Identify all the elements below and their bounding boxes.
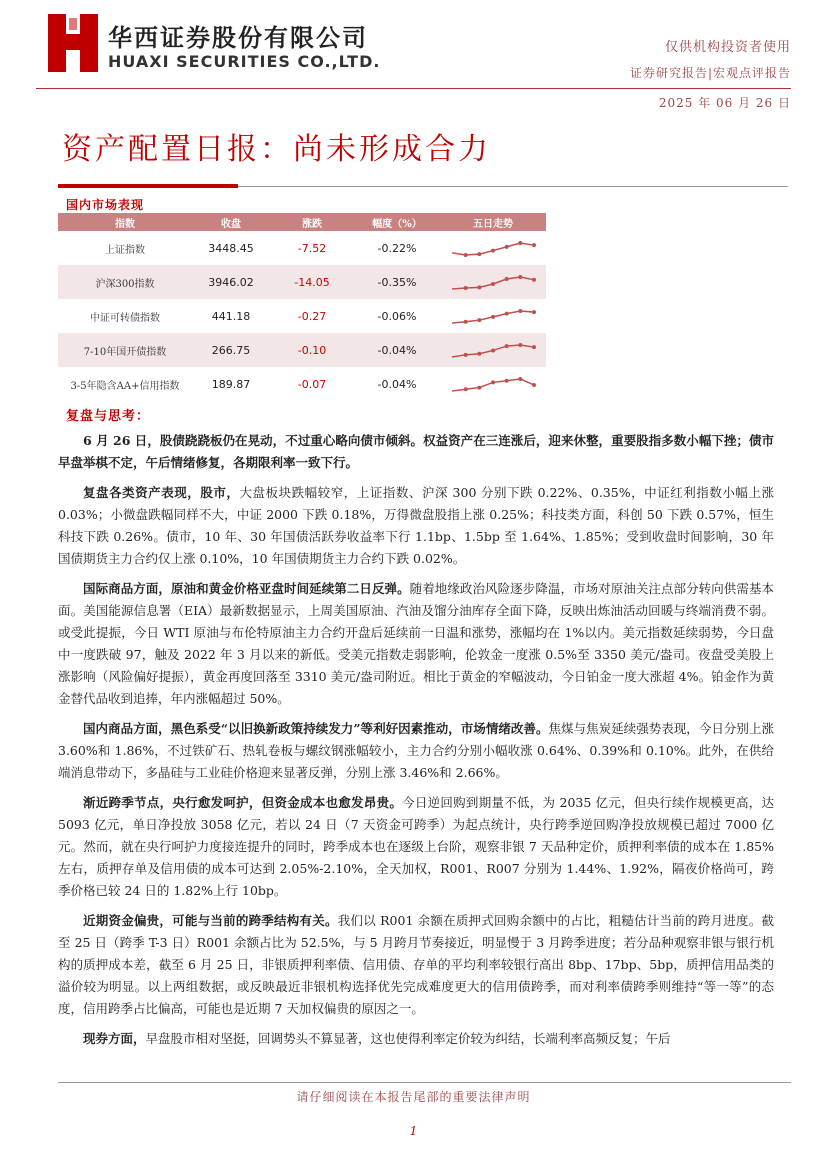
trend-sparkline-cell [440, 367, 546, 401]
close-value: 441.18 [211, 309, 251, 323]
trend-point [505, 344, 509, 348]
paragraph-text: 焦煤与焦炭延续强势表现，今日分别上涨 3.60%和 1.86%，不过铁矿石、热轧卷板与螺纹钢涨幅较小，主力合约分别小幅收涨 0.64%、0.39%和 0.10%。此外，在供给端消息带动下，多晶硅与工业硅价格迎来显著反弹，分别上涨 3.46%和 2.66%。 [58, 721, 774, 780]
table-row [58, 333, 546, 367]
trend-point [464, 353, 468, 357]
paragraph-text: 今日逆回购到期量不低，为 2035 亿元，但央行续作规模更高，达 5093 亿元，单日净投放 3058 亿元，若以 24 日（7 天资金可跨季）为起点统计，央行跨季逆回购净投放规模已超过 7000 亿元。然而，就在央行呵护力度接连提升的同时，跨季成本也在逐级上台阶，观察非银 7 天品种定价，质押利率债的成本在 1.85%左右，质押存单及信用债的成本可达到 2.05%-2.10%，全天加权，R001、R007 分别为 1.44%、1.92%，隔夜价格尚可，跨季价格已较 24 日的 1.82%上行 10bp。 [58, 795, 774, 898]
trend-point [518, 343, 522, 347]
body-paragraph [58, 910, 774, 1020]
paragraph-text: 大盘板块跌幅较窄，上证指数、沪深 300 分别下跌 0.22%、0.35%，中证红利指数小幅上涨 0.03%；小微盘跌幅同样不大，中证 2000 下跌 0.18%，万得微盘股指上涨 0.25%；科技类方面，科创 50 下跌 0.57%，恒生科技下跌 0.26%。债市，10 年、30 年国债活跃券收益率下行 1.1bp、1.5bp 至 1.64%、1.85%；受到收盘时间影响，30 年国债期货主力合约仅上涨 0.10%，10 年国债期货主力合约下跌 0.02%。 [58, 485, 774, 566]
report-type: 证券研究报告|宏观点评报告 [629, 66, 791, 80]
trend-point [518, 309, 522, 313]
trend-point [491, 348, 495, 352]
trend-point [477, 252, 481, 256]
index-name: 中证可转债指数 [90, 312, 160, 324]
trend-point [505, 245, 509, 249]
trend-sparkline [448, 237, 538, 259]
trend-point [477, 318, 481, 322]
close-value: 3946.02 [192, 265, 270, 299]
trend-point [477, 386, 481, 390]
trend-sparkline-cell [440, 231, 546, 265]
table-row [58, 367, 546, 401]
paragraph-lead: 近期资金偏贵，可能与当前的跨季结构有关。 [83, 913, 338, 928]
report-body [58, 430, 774, 1058]
change-value: -7.52 [297, 241, 327, 255]
index-name: 7-10年国开债指数 [58, 333, 192, 367]
page-number: 1 [409, 1124, 418, 1138]
title-rule-accent [58, 184, 238, 188]
body-paragraph [58, 1028, 774, 1050]
trend-sparkline [448, 373, 538, 395]
trend-point [464, 387, 468, 391]
col-header-change: 涨跌 [270, 213, 354, 231]
col-header-trend: 五日走势 [440, 213, 546, 231]
trend-sparkline [448, 305, 538, 327]
table-row [58, 299, 546, 333]
paragraph-text: 我们以 R001 余额在质押式回购余额中的占比，粗糙估计当前的跨月进度。截至 25 日（跨季 T-3 日）R001 余额占比为 52.5%，与 5 月跨月节奏接近，明显慢于 3 月跨季进度；若分品种观察非银与银行机构的质押成本差，截至 6 月 25 日，非银质押利率债、信用债、存单的平均利率较银行高出 8bp、17bp、5bp，质押信用品类的溢价较为明显。以上两组数据，或反映最近非银机构选择优先完成难度更大的信用债跨季，而对利率债跨季则维持“等一等”的态度，信用跨季占比偏高，可能也是近期 7 天加权偏贵的原因之一。 [58, 913, 774, 1016]
trend-point [491, 315, 495, 319]
trend-point [532, 310, 536, 314]
trend-point [518, 241, 522, 245]
pct-value: -0.35% [354, 265, 440, 299]
paragraph-text: 早盘股市相对坚挺，回调势头不算显著，这也使得利率定价较为纠结，长端利率高频反复；午后 [145, 1031, 671, 1046]
trend-point [464, 286, 468, 290]
table-row [58, 265, 546, 299]
change-value: -0.07 [297, 377, 327, 391]
trend-point [532, 243, 536, 247]
market-table [58, 213, 546, 401]
footer-divider [58, 1082, 791, 1083]
body-paragraph [58, 792, 774, 902]
trend-point [464, 320, 468, 324]
pct-value: -0.06% [377, 309, 417, 323]
index-name: 3-5年隐含AA+信用指数 [70, 380, 180, 392]
trend-sparkline-cell [440, 299, 546, 333]
trend-point [477, 352, 481, 356]
company-name-en: HUAXI SECURITIES CO.,LTD. [108, 52, 381, 71]
trend-point [518, 275, 522, 279]
trend-point [491, 249, 495, 253]
close-value: 189.87 [211, 377, 251, 391]
trend-point [464, 253, 468, 257]
change-value: -14.05 [270, 265, 354, 299]
pct-value: -0.22% [377, 241, 417, 255]
pct-value: -0.04% [377, 377, 417, 391]
index-name: 上证指数 [105, 244, 145, 256]
trend-point [532, 345, 536, 349]
audience-note: 仅供机构投资者使用 [664, 40, 791, 55]
index-name: 沪深300指数 [58, 265, 192, 299]
paragraph-lead: 国内商品方面，黑色系受“以旧换新政策持续发力”等利好因素推动，市场情绪改善。 [83, 721, 549, 736]
trend-sparkline-cell [440, 333, 546, 367]
pct-value: -0.04% [354, 333, 440, 367]
paragraph-lead: 6 月 26 日，股债跷跷板仍在晃动，不过重心略向债市倾斜。权益资产在三连涨后，迎来休整，重要股指多数小幅下挫；债市早盘举棋不定，午后情绪修复，各期限利率一致下行。 [58, 433, 774, 470]
paragraph-lead: 国际商品方面，原油和黄金价格亚盘时间延续第二日反弹。 [83, 581, 410, 596]
review-heading: 复盘与思考： [66, 409, 151, 424]
market-section-heading: 国内市场表现 [66, 198, 145, 212]
table-header-row [58, 213, 546, 231]
body-paragraph [58, 718, 774, 784]
huaxi-logo [48, 14, 98, 72]
legal-note: 请仔细阅读在本报告尾部的重要法律声明 [296, 1090, 531, 1104]
paragraph-lead: 复盘各类资产表现，股市， [83, 485, 240, 500]
close-value: 3448.45 [208, 241, 254, 255]
trend-point [491, 282, 495, 286]
trend-point [505, 277, 509, 281]
report-date: 2025 年 06 月 26 日 [658, 96, 791, 110]
paragraph-lead: 现券方面， [83, 1031, 146, 1046]
change-value: -0.10 [270, 333, 354, 367]
trend-point [491, 380, 495, 384]
trend-point [518, 377, 522, 381]
trend-point [532, 278, 536, 282]
trend-sparkline [448, 339, 538, 361]
change-value: -0.27 [297, 309, 327, 323]
company-name-cn: 华西证券股份有限公司 [108, 24, 368, 52]
col-header-pct: 幅度（%） [354, 213, 440, 231]
trend-sparkline-cell [440, 265, 546, 299]
trend-point [532, 383, 536, 387]
close-value: 266.75 [192, 333, 270, 367]
trend-point [505, 312, 509, 316]
paragraph-text: 随着地缘政治风险逐步降温，市场对原油关注点部分转向供需基本面。美国能源信息署（EIA）最新数据显示，上周美国原油、汽油及馏分油库存全面下降，反映出炼油活动回暖与终端消费不弱。或受此提振，今日 WTI 原油与布伦特原油主力合约开盘后延续前一日温和涨势，涨幅均在 1%以内。美元指数延续弱势，今日盘中一度跌破 97，触及 2022 年 3 月以来的新低。受美元指数走弱影响，伦敦金一度涨 0.5%至 3350 美元/盎司。夜盘受美股上涨影响（风险偏好提振），黄金再度回落至 3310 美元/盎司附近。相比于黄金的窄幅波动，今日铂金一度大涨超 4%。铂金作为黄金替代品收到追捧，年内涨幅超过 50%。 [58, 581, 774, 706]
title-rule [238, 186, 788, 187]
body-paragraph [58, 578, 774, 710]
paragraph-lead: 渐近跨季节点，央行愈发呵护，但资金成本也愈发昂贵。 [83, 795, 403, 810]
body-paragraph [58, 430, 774, 474]
report-title: 资产配置日报：尚未形成合力 [62, 132, 491, 167]
col-header-index: 指数 [58, 213, 192, 231]
trend-point [505, 379, 509, 383]
trend-sparkline [448, 271, 538, 293]
trend-point [477, 285, 481, 289]
col-header-close: 收盘 [192, 213, 270, 231]
header-divider [36, 88, 791, 89]
body-paragraph [58, 482, 774, 570]
table-row [58, 231, 546, 265]
